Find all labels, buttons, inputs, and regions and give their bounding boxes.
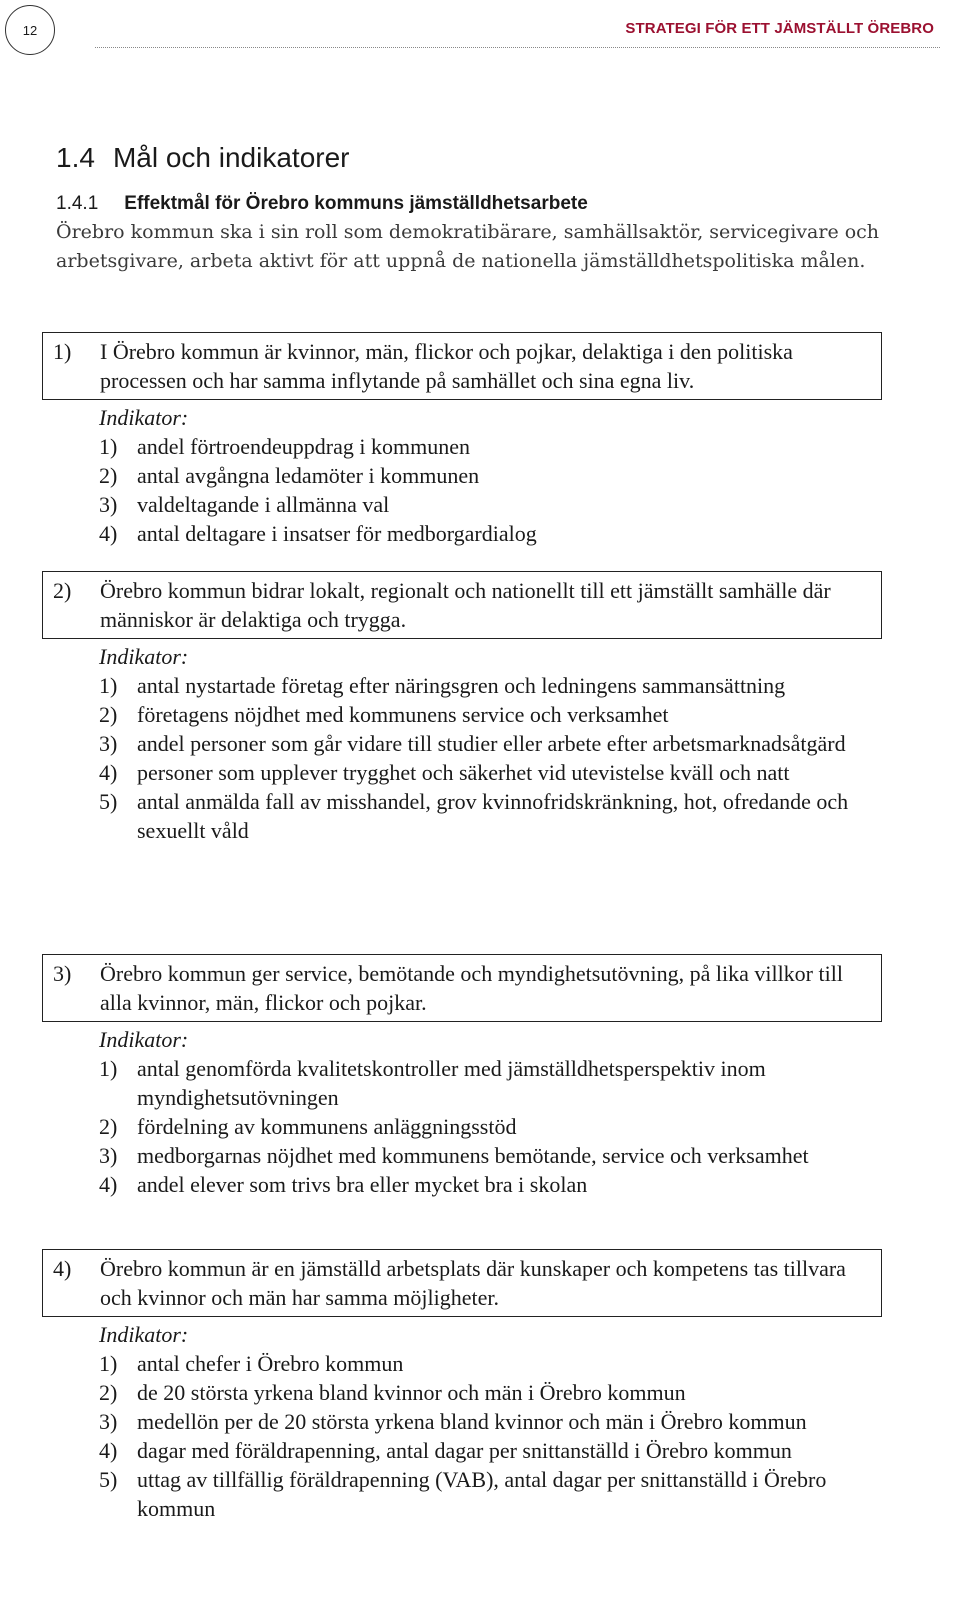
goal-number: 1) [53, 339, 72, 364]
indicator-text: andel elever som trivs bra eller mycket bra i skolan [137, 1172, 588, 1197]
indicator-number: 3) [99, 731, 118, 756]
section-title: Mål och indikatorer [112, 142, 350, 173]
subsection-title: Effektmål för Örebro kommuns jämställdhetsarbete [124, 193, 588, 214]
indicator-item [99, 1054, 882, 1112]
section-heading [56, 142, 350, 174]
goal-text: Örebro kommun bidrar lokalt, regionalt och nationellt till ett jämställt samhälle där människor är delaktiga och trygga. [100, 578, 831, 632]
indicator-number: 5) [99, 789, 118, 814]
indicator-item [99, 1112, 882, 1141]
indicator-number: 3) [99, 1143, 118, 1168]
running-title: STRATEGI FÖR ETT JÄMSTÄLLT ÖREBRO [625, 20, 934, 37]
indicator-label: Indikator: [99, 1027, 189, 1052]
indicator-item [99, 1378, 882, 1407]
goal-statement-box [42, 571, 882, 639]
goal-block-1 [42, 332, 882, 548]
goal-block-4 [42, 1249, 882, 1523]
page-number: 12 [22, 22, 38, 38]
indicator-item [99, 1349, 882, 1378]
indicator-text: antal avgångna ledamöter i kommunen [137, 463, 480, 488]
indicator-item [99, 1407, 882, 1436]
section-number: 1.4 [56, 142, 95, 173]
goal-number: 4) [53, 1256, 72, 1281]
indicator-number: 4) [99, 1438, 118, 1463]
indicator-label: Indikator: [99, 644, 189, 669]
indicator-number: 2) [99, 702, 118, 727]
indicator-item [99, 758, 882, 787]
indicator-label: Indikator: [99, 405, 189, 430]
indicator-text: andel förtroendeuppdrag i kommunen [137, 434, 470, 459]
indicator-text: medellön per de 20 största yrkena bland kvinnor och män i Örebro kommun [137, 1409, 807, 1434]
indicator-list [42, 671, 882, 845]
indicator-number: 2) [99, 463, 118, 488]
indicator-item [99, 1141, 882, 1170]
indicator-number: 1) [99, 1351, 118, 1376]
indicator-text: dagar med föräldrapenning, antal dagar per snittanställd i Örebro kommun [137, 1438, 792, 1463]
indicator-text: antal chefer i Örebro kommun [137, 1351, 404, 1376]
goal-block-2 [42, 571, 882, 845]
indicator-label: Indikator: [99, 1322, 189, 1347]
intro-paragraph: Örebro kommun ska i sin roll som demokratibärare, samhällsaktör, servicegivare och arbetsgivare, arbeta aktivt för att uppnå de nationella jämställdhetspolitiska målen. [56, 221, 880, 272]
indicator-number: 4) [99, 1172, 118, 1197]
indicator-text: fördelning av kommunens anläggningsstöd [137, 1114, 517, 1139]
indicator-number: 1) [99, 673, 118, 698]
goal-statement-box [42, 1249, 882, 1317]
goal-block-3 [42, 954, 882, 1199]
indicator-item [99, 729, 882, 758]
subsection-heading [56, 193, 588, 215]
indicator-item [99, 700, 882, 729]
indicator-number: 4) [99, 760, 118, 785]
goal-text: I Örebro kommun är kvinnor, män, flickor och pojkar, delaktiga i den politiska processen och har samma inflytande på samhället och sina egna liv. [100, 339, 793, 393]
indicator-text: personer som upplever trygghet och säkerhet vid utevistelse kväll och natt [137, 760, 790, 785]
goal-text: Örebro kommun ger service, bemötande och myndighetsutövning, på lika villkor till alla kvinnor, män, flickor och pojkar. [100, 961, 843, 1015]
subsection-number: 1.4.1 [56, 193, 99, 214]
indicator-list [42, 432, 882, 548]
indicator-text: valdeltagande i allmänna val [137, 492, 390, 517]
indicator-item [99, 787, 882, 845]
indicator-text: de 20 största yrkena bland kvinnor och män i Örebro kommun [137, 1380, 686, 1405]
indicator-number: 4) [99, 521, 118, 546]
goal-number: 2) [53, 578, 72, 603]
goal-text: Örebro kommun är en jämställd arbetsplats där kunskaper och kompetens tas tillvara och kvinnor och män har samma möjligheter. [100, 1256, 846, 1310]
indicator-number: 2) [99, 1114, 118, 1139]
indicator-item [99, 461, 882, 490]
indicator-item [99, 432, 882, 461]
indicator-text: medborgarnas nöjdhet med kommunens bemötande, service och verksamhet [137, 1143, 809, 1168]
indicator-text: uttag av tillfällig föräldrapenning (VAB), antal dagar per snittanställd i Örebro kommun [137, 1467, 827, 1521]
indicator-item [99, 671, 882, 700]
indicator-text: antal nystartade företag efter näringsgren och ledningens sammansättning [137, 673, 786, 698]
indicator-item [99, 1170, 882, 1199]
indicator-item [99, 1465, 882, 1523]
indicator-list [42, 1349, 882, 1523]
indicator-number: 1) [99, 434, 118, 459]
header-divider [95, 47, 940, 48]
indicator-number: 3) [99, 1409, 118, 1434]
goal-number: 3) [53, 961, 72, 986]
indicator-number: 2) [99, 1380, 118, 1405]
goal-statement-box [42, 954, 882, 1022]
indicator-text: företagens nöjdhet med kommunens service och verksamhet [137, 702, 669, 727]
indicator-number: 1) [99, 1056, 118, 1081]
indicator-item [99, 1436, 882, 1465]
indicator-text: andel personer som går vidare till studier eller arbete efter arbetsmarknadsåtgärd [137, 731, 846, 756]
indicator-item [99, 490, 882, 519]
page-number-badge [5, 5, 55, 55]
indicator-list [42, 1054, 882, 1199]
indicator-text: antal anmälda fall av misshandel, grov kvinnofridskränkning, hot, ofredande och sexuellt våld [137, 789, 849, 843]
indicator-text: antal genomförda kvalitetskontroller med jämställdhetsperspektiv inom myndighetsutövningen [137, 1056, 766, 1110]
indicator-number: 5) [99, 1467, 118, 1492]
indicator-item [99, 519, 882, 548]
goal-statement-box [42, 332, 882, 400]
indicator-text: antal deltagare i insatser för medborgardialog [137, 521, 537, 546]
indicator-number: 3) [99, 492, 118, 517]
